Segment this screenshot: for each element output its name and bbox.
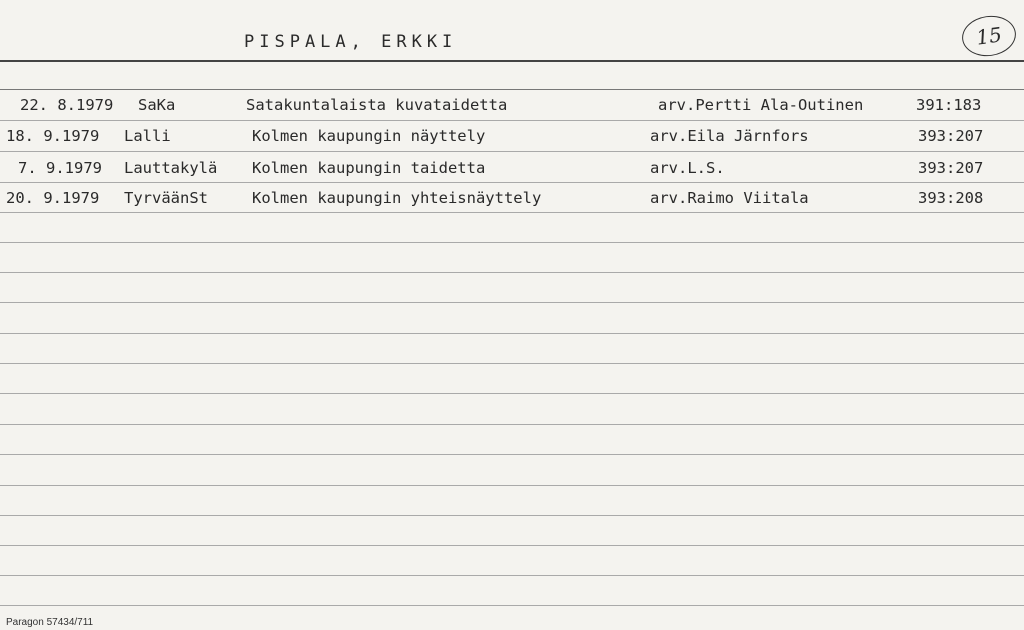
entry-critic: arv.Raimo Viitala: [650, 189, 809, 207]
entry-critic: arv.L.S.: [650, 159, 725, 177]
entry-row: [0, 122, 1024, 152]
entry-date: 20. 9.1979: [6, 189, 100, 207]
ruled-line: [0, 545, 1024, 546]
ruled-line: [0, 333, 1024, 334]
entry-exhibition: Satakuntalaista kuvataidetta: [246, 96, 508, 114]
entry-ref: 393:207: [918, 159, 984, 177]
entry-exhibition: Kolmen kaupungin yhteisnäyttely: [252, 189, 542, 207]
ruled-line: [0, 605, 1024, 606]
ruled-line: [0, 485, 1024, 486]
entry-date: 7. 9.1979: [18, 159, 102, 177]
card-number-circle: 15: [959, 12, 1018, 59]
card-footer-printmark: Paragon 57434/711: [6, 617, 94, 628]
ruled-line: [0, 515, 1024, 516]
entry-critic: arv.Pertti Ala-Outinen: [658, 96, 864, 114]
entry-critic: arv.Eila Järnfors: [650, 127, 809, 145]
ruled-line: [0, 89, 1024, 90]
ruled-line: [0, 242, 1024, 243]
entry-row: [0, 91, 1024, 121]
entry-date: 18. 9.1979: [6, 127, 100, 145]
entry-place: TyrväänSt: [124, 189, 208, 207]
entry-date: 22. 8.1979: [20, 96, 114, 114]
entry-ref: 391:183: [916, 96, 982, 114]
entry-place: SaKa: [138, 96, 176, 114]
entry-exhibition: Kolmen kaupungin näyttely: [252, 127, 486, 145]
entry-row: [0, 184, 1024, 214]
card-title: PISPALA, ERKKI: [244, 32, 458, 52]
ruled-line: [0, 575, 1024, 576]
header-rule: [0, 60, 1024, 62]
entry-row: [0, 154, 1024, 184]
entry-ref: 393:208: [918, 189, 984, 207]
ruled-line: [0, 302, 1024, 303]
entry-place: Lauttakylä: [124, 159, 218, 177]
entry-exhibition: Kolmen kaupungin taidetta: [252, 159, 486, 177]
ruled-line: [0, 363, 1024, 364]
ruled-line: [0, 393, 1024, 394]
ruled-line: [0, 424, 1024, 425]
ruled-line: [0, 272, 1024, 273]
entry-ref: 393:207: [918, 127, 984, 145]
ruled-line: [0, 454, 1024, 455]
entry-place: Lalli: [124, 127, 171, 145]
